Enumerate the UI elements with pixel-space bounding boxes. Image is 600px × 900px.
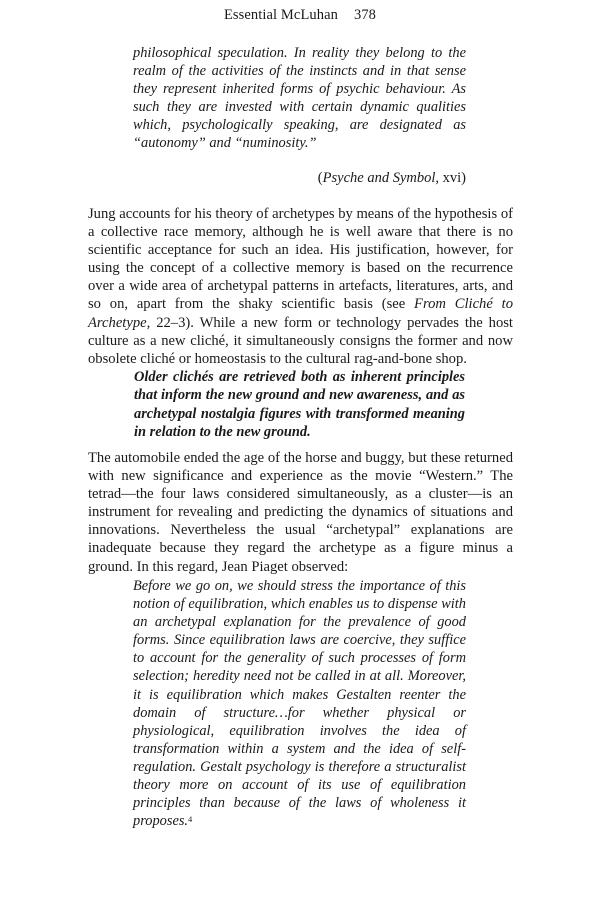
emphasized-quote-cliches: Older clichés are retrieved both as inherent principles that inform the new ground and new awareness, and as archetypal nostalgia figures with transformed meaning in relation to the new ground. — [134, 369, 465, 441]
cited-work-title: From Cliché to Archetype, — [88, 296, 513, 331]
block-quote-text: philosophical speculation. In reality they belong to the realm of the activities of the instincts and in that sense they represent inherited forms of psychic behaviour. As such they are invested with certain dynamic qualities which, psychologically speaking, are designated as “autonomy” and “numinosity.” — [133, 45, 466, 152]
footnote-marker[interactable]: 4 — [188, 814, 193, 825]
quote-citation: (Psyche and Symbol, xvi) — [317, 170, 466, 186]
book-title: Essential McLuhan — [223, 7, 338, 23]
body-paragraph-automobile: The automobile ended the age of the horse and buggy, but these returned with new significance and experience as the movie “Western.” The tetrad—the four laws considered simultaneously, as a cluster—is an instrument for revealing and predicting the dynamics of situations and innovations. Nevertheless the usual “archetypal” explanations are inadequate because they regard the archetype as a figure minus a ground. In this regard, Jean Piaget observed: — [88, 450, 513, 575]
block-quote-jung — [133, 44, 466, 153]
running-header — [0, 6, 600, 24]
page-number: 378 — [353, 7, 377, 23]
block-quote-piaget: Before we go on, we should stress the importance of this notion of equilibration, which enables us to dispense with an archetypal explanation for the prevalence of good forms. Since equilibration laws are coercive, they suffice to account for the generality of such processes of form selection; heredity need not be called in at all. Moreover, it is equilibration which makes Gestalten reenter the domain of structure…for whether physical or physiological, equilibration involves the idea of transformation within a system and the idea of self-regulation. Gestalt psychology is therefore a structuralist theory more on account of its use of equilibration principles than because of the laws of wholeness it proposes.$^4$ — [133, 578, 466, 830]
citation-pages: xvi) — [439, 170, 466, 186]
citation-title: Psyche and Symbol, — [322, 170, 440, 186]
body-paragraph-jung: Jung accounts for his theory of archetypes by means of the hypothesis of a collective race memory, although he is well aware that there is no scientific acceptance for such an idea. His justification, however, for using the concept of a collective memory is based on the recurrence over a wide area of archetypal patterns in artefacts, literatures, arts, and so on, apart from the shaky scientific basis (see From Cliché to Archetype, 22–3). While a new form or technology pervades the host culture as a new cliché, it simultaneously consigns the former and now obsolete cliché or homeostasis to the cultural rag-and-bone shop. — [88, 206, 513, 367]
